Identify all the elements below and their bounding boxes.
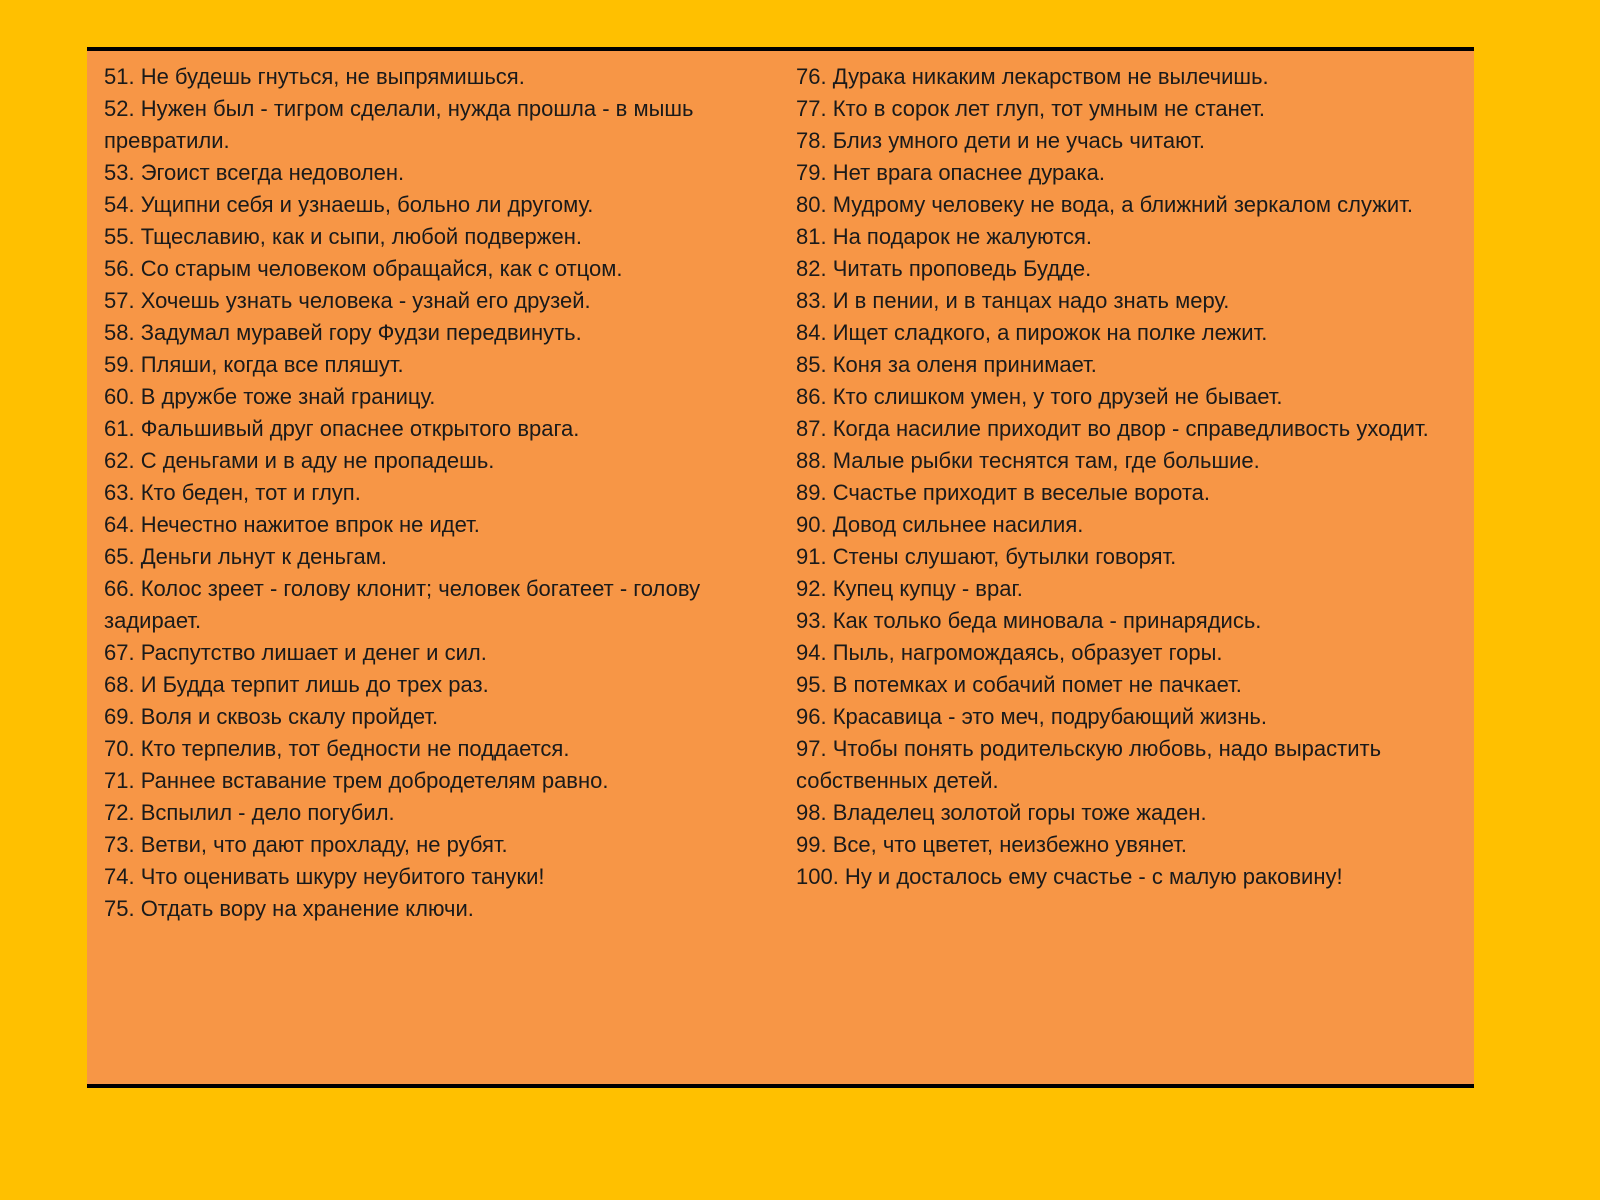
proverb-91: 91. Стены слушают, бутылки говорят. <box>796 544 1177 569</box>
proverb-98: 98. Владелец золотой горы тоже жаден. <box>796 800 1207 825</box>
proverb-58: 58. Задумал муравей гору Фудзи передвинуть. <box>104 320 582 345</box>
proverb-53: 53. Эгоист всегда недоволен. <box>104 160 405 185</box>
proverb-79: 79. Нет врага опаснее дурака. <box>796 160 1105 185</box>
proverb-86: 86. Кто слишком умен, у того друзей не бывает. <box>796 384 1283 409</box>
proverb-66: 66. Колос зреет - голову клонит; человек богатеет - голову задирает. <box>104 576 701 633</box>
proverb-81: 81. На подарок не жалуются. <box>796 224 1093 249</box>
proverb-64: 64. Нечестно нажитое впрок не идет. <box>104 512 480 537</box>
proverb-69: 69. Воля и сквозь скалу пройдет. <box>104 704 439 729</box>
proverbs-left-column <box>104 61 784 925</box>
proverb-82: 82. Читать проповедь Будде. <box>796 256 1092 281</box>
proverb-90: 90. Довод сильнее насилия. <box>796 512 1084 537</box>
proverb-97: 97. Чтобы понять родительскую любовь, надо вырастить собственных детей. <box>796 736 1382 793</box>
proverb-74: 74. Что оценивать шкуру неубитого тануки! <box>104 864 545 889</box>
proverb-70: 70. Кто терпелив, тот бедности не поддается. <box>104 736 570 761</box>
proverb-67: 67. Распутство лишает и денег и сил. <box>104 640 487 665</box>
proverb-60: 60. В дружбе тоже знай границу. <box>104 384 436 409</box>
proverb-71: 71. Раннее вставание трем добродетелям равно. <box>104 768 609 793</box>
proverb-100: 100. Ну и досталось ему счастье - с малую раковину! <box>796 864 1343 889</box>
proverbs-panel <box>87 47 1474 1088</box>
proverb-83: 83. И в пении, и в танцах надо знать меру. <box>796 288 1230 313</box>
proverb-63: 63. Кто беден, тот и глуп. <box>104 480 361 505</box>
proverbs-right-column <box>796 61 1456 893</box>
proverb-59: 59. Пляши, когда все пляшут. <box>104 352 404 377</box>
proverb-75: 75. Отдать вору на хранение ключи. <box>104 896 474 921</box>
proverb-55: 55. Тщеславию, как и сыпи, любой подвержен. <box>104 224 582 249</box>
proverb-65: 65. Деньги льнут к деньгам. <box>104 544 387 569</box>
proverb-72: 72. Вспылил - дело погубил. <box>104 800 395 825</box>
proverb-80: 80. Мудрому человеку не вода, а ближний зеркалом служит. <box>796 192 1413 217</box>
proverb-61: 61. Фальшивый друг опаснее открытого врага. <box>104 416 580 441</box>
proverb-54: 54. Ущипни себя и узнаешь, больно ли другому. <box>104 192 594 217</box>
proverb-99: 99. Все, что цветет, неизбежно увянет. <box>796 832 1188 857</box>
proverb-93: 93. Как только беда миновала - принарядись. <box>796 608 1262 633</box>
proverb-73: 73. Ветви, что дают прохладу, не рубят. <box>104 832 508 857</box>
proverb-87: 87. Когда насилие приходит во двор - справедливость уходит. <box>796 416 1429 441</box>
proverb-96: 96. Красавица - это меч, подрубающий жизнь. <box>796 704 1267 729</box>
proverb-85: 85. Коня за оленя принимает. <box>796 352 1097 377</box>
proverb-92: 92. Купец купцу - враг. <box>796 576 1023 601</box>
proverb-94: 94. Пыль, нагромождаясь, образует горы. <box>796 640 1223 665</box>
proverb-76: 76. Дурака никаким лекарством не вылечишь. <box>796 64 1269 89</box>
proverb-51: 51. Не будешь гнуться, не выпрямишься. <box>104 64 525 89</box>
proverb-77: 77. Кто в сорок лет глуп, тот умным не станет. <box>796 96 1266 121</box>
proverb-52: 52. Нужен был - тигром сделали, нужда прошла - в мышь превратили. <box>104 96 694 153</box>
proverb-89: 89. Счастье приходит в веселые ворота. <box>796 480 1210 505</box>
proverb-62: 62. С деньгами и в аду не пропадешь. <box>104 448 495 473</box>
proverb-57: 57. Хочешь узнать человека - узнай его друзей. <box>104 288 591 313</box>
proverb-95: 95. В потемках и собачий помет не пачкает. <box>796 672 1242 697</box>
proverb-84: 84. Ищет сладкого, а пирожок на полке лежит. <box>796 320 1268 345</box>
proverb-56: 56. Со старым человеком обращайся, как с отцом. <box>104 256 623 281</box>
proverb-88: 88. Малые рыбки теснятся там, где большие. <box>796 448 1260 473</box>
proverb-78: 78. Близ умного дети и не учась читают. <box>796 128 1205 153</box>
proverb-68: 68. И Будда терпит лишь до трех раз. <box>104 672 489 697</box>
